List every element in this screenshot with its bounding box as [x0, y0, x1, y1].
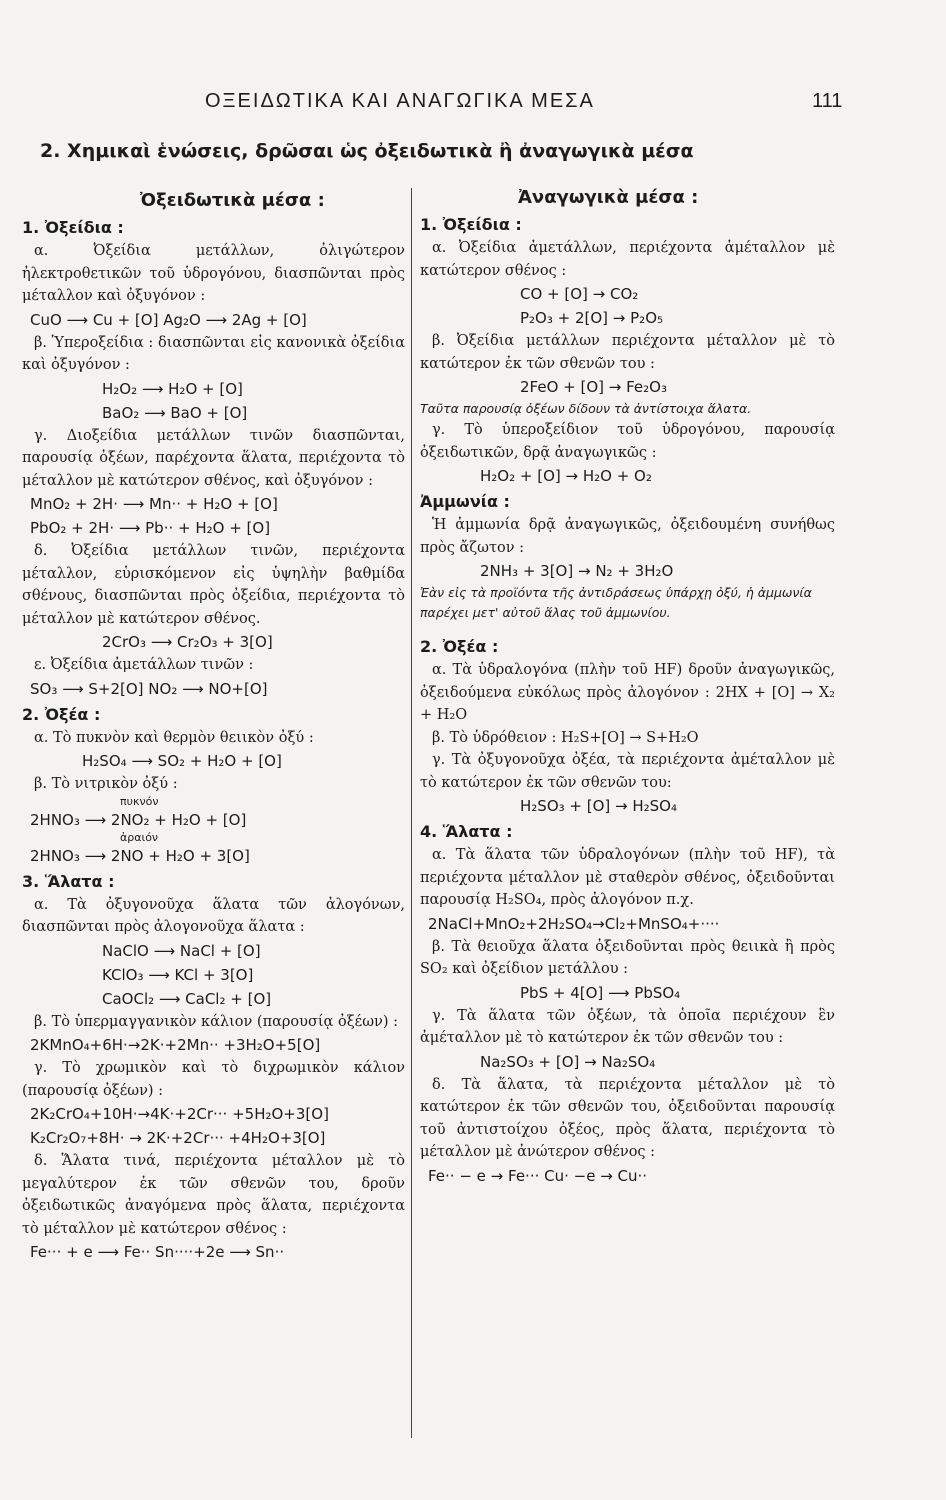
subsection-heading: 3. Ἅλατα :	[22, 871, 115, 891]
chemical-equation: H₂SO₄ ⟶ SO₂ + H₂O + [O]	[82, 752, 282, 770]
chemical-equation: 2K₂CrO₄+10H·→4K·+2Cr··· +5H₂O+3[O]	[30, 1105, 329, 1123]
chemical-equation: Fe·· − e → Fe··· Cu· −e → Cu··	[428, 1166, 648, 1185]
chemical-equation: H₂O₂ + [O] → H₂O + O₂	[480, 467, 652, 485]
oxidizing-agents-column	[22, 188, 405, 1264]
chemical-equation: 2HNO₃ ⟶ 2NO + H₂O + 3[O]	[30, 846, 250, 865]
column-divider	[411, 188, 412, 1438]
subsection-heading: 2. Ὀξέα :	[420, 637, 499, 656]
chemical-equation: 2NaCl+MnO₂+2H₂SO₄→Cl₂+MnSO₄+····	[428, 914, 720, 933]
text-paragraph: γ. Διοξείδια μετάλλων τινῶν διασπῶνται, παρουσίᾳ ὀξέων, παρέχοντα ἅλατα, περιέχοντα τὸ μέταλλον μὲ κατώτερον σθένος, καὶ ὀξυγόνον :	[22, 427, 405, 489]
oxidizing-agents-body	[22, 216, 405, 1264]
text-paragraph: β. Τὸ νιτρικὸν ὀξύ :	[34, 776, 178, 792]
subsection-heading: 4. Ἅλατα :	[420, 822, 513, 841]
text-paragraph: α. Τὰ ὀξυγονοῦχα ἅλατα τῶν ἀλογόνων, διασπῶνται πρὸς ἀλογονοῦχα ἅλατα :	[22, 896, 405, 935]
reaction-condition: ἀραιόν	[120, 830, 159, 844]
chemical-equation: 2NH₃ + 3[O] → N₂ + 3H₂O	[480, 562, 674, 580]
oxidizing-agents-title: Ὀξειδωτικὰ μέσα :	[140, 190, 325, 211]
text-paragraph: β. Τὸ ὑπερμαγγανικὸν κάλιον (παρουσίᾳ ὀξέων) :	[34, 1013, 398, 1030]
chemical-equation: SO₃ ⟶ S+2[O] NO₂ ⟶ NO+[O]	[30, 679, 268, 698]
chemical-equation: 2FeO + [O] → Fe₂O₃	[520, 378, 667, 396]
subsection-heading: 2. Ὀξέα :	[22, 704, 101, 724]
text-paragraph: γ. Τὰ ὀξυγονοῦχα ὀξέα, τὰ περιέχοντα ἀμέταλλον μὲ τὸ κατώτερον ἐκ τῶν σθενῶν του:	[420, 752, 835, 791]
section-title: 2. Χημικαὶ ἑνώσεις, δρῶσαι ὡς ὀξειδωτικὰ ἢ ἀναγωγικὰ μέσα	[40, 140, 694, 162]
text-paragraph: α. Τὸ πυκνὸν καὶ θερμὸν θειικὸν ὀξύ :	[34, 729, 314, 746]
chemical-equation: 2HNO₃ ⟶ 2NO₂ + H₂O + [O]	[30, 810, 247, 829]
chemical-equation: H₂SO₃ + [O] → H₂SO₄	[520, 797, 677, 815]
chemical-equation: K₂Cr₂O₇+8H· → 2K·+2Cr··· +4H₂O+3[O]	[30, 1129, 326, 1147]
reducing-agents-column	[420, 185, 835, 1188]
chemical-equation: P₂O₃ + 2[O] → P₂O₅	[520, 309, 664, 327]
page-header	[0, 90, 946, 120]
text-paragraph: γ. Τὰ ἅλατα τῶν ὀξέων, τὰ ὁποῖα περιέχουν ἓν ἀμέταλλον μὲ τὸ κατώτερον ἐκ τῶν σθενῶν του :	[420, 1007, 835, 1046]
subsection-heading: 1. Ὀξείδια :	[420, 215, 522, 234]
chemical-equation: MnO₂ + 2H· ⟶ Mn·· + H₂O + [O]	[30, 495, 278, 513]
reducing-agents-title: Ἀναγωγικὰ μέσα :	[518, 187, 699, 208]
text-paragraph: Ἡ ἀμμωνία δρᾷ ἀναγωγικῶς, ὀξειδουμένη συνήθως πρὸς ἄζωτον :	[420, 517, 835, 556]
text-paragraph: δ. Ὀξείδια μετάλλων τινῶν, περιέχοντα μέταλλον, εὑρισκόμενον εἰς ὑψηλὴν βαθμίδα σθένους, διασπῶνται πρὸς ὀξείδια, περιέχοντα τὸ μέταλλον μὲ κατώτερον σθένος.	[22, 543, 405, 627]
text-paragraph: β. Τὰ θειοῦχα ἅλατα ὀξειδοῦνται πρὸς θειικὰ ἢ πρὸς SO₂ καὶ ὀξείδιον μετάλλου :	[420, 938, 835, 977]
subsection-heading: 1. Ὀξείδια :	[22, 218, 124, 237]
text-paragraph: α. Τὰ ὑδραλογόνα (πλὴν τοῦ HF) δροῦν ἀναγωγικῶς, ὀξειδούμενα εὐκόλως πρὸς ἀλογόνον : 2HX + [O] → X₂ + H₂O	[420, 662, 835, 723]
chemical-equation: CuO ⟶ Cu + [O] Ag₂O ⟶ 2Ag + [O]	[30, 310, 307, 329]
chemical-equation: CO + [O] → CO₂	[520, 285, 639, 303]
text-paragraph: δ. Ἅλατα τινά, περιέχοντα μέταλλον μὲ τὸ μεγαλύτερον ἐκ τῶν σθενῶν του, δροῦν ὀξειδωτικῶς ἀναγόμενα πρὸς ἅλατα, περιέχοντα τὸ μέταλλον μὲ κατώτερον σθένος :	[22, 1153, 405, 1237]
subsection-heading: Ἀμμωνία :	[420, 492, 510, 511]
chemical-equation: KClO₃ ⟶ KCl + 3[O]	[102, 965, 254, 984]
text-paragraph: δ. Τὰ ἅλατα, τὰ περιέχοντα μέταλλον μὲ τὸ κατώτερον ἐκ τῶν σθενῶν του, ὀξειδοῦνται παρουσίᾳ τοῦ ἀντιστοίχου ὀξέος, πρὸς ἅλατα, περιέχοντα τὸ μέταλλον μὲ ἀνώτερον σθένος :	[420, 1076, 835, 1160]
text-paragraph: α. Ὀξείδια ἀμετάλλων, περιέχοντα ἀμέταλλον μὲ κατώτερον σθένος :	[420, 240, 835, 279]
reducing-agents-body	[420, 213, 835, 1188]
footnote-text: Ἐὰν εἰς τὰ προϊόντα τῆς ἀντιδράσεως ὑπάρχῃ ὀξύ, ἡ ἀμμωνία παρέχει μετ' αὐτοῦ ἅλας τοῦ ἀμμωνίου.	[420, 585, 812, 620]
text-paragraph: ε. Ὀξείδια ἀμετάλλων τινῶν :	[34, 657, 254, 673]
chemical-equation: H₂O₂ ⟶ H₂O + [O]	[102, 379, 243, 398]
text-paragraph: β. Τὸ ὑδρόθειον : H₂S+[O] → S+H₂O	[432, 729, 699, 746]
chemical-equation: NaClO ⟶ NaCl + [O]	[102, 941, 261, 960]
chemical-equation: Na₂SO₃ + [O] → Na₂SO₄	[480, 1052, 656, 1071]
reaction-condition: πυκνόν	[120, 794, 159, 808]
text-paragraph: γ. Τὸ ὑπεροξείδιον τοῦ ὑδρογόνου, παρουσίᾳ ὀξειδωτικῶν, δρᾷ ἀναγωγικῶς :	[420, 422, 835, 461]
text-paragraph: β. Ὀξείδια μετάλλων περιέχοντα μέταλλον μὲ τὸ κατώτερον ἐκ τῶν σθενῶν του :	[420, 333, 835, 372]
chemical-equation: BaO₂ ⟶ BaO + [O]	[102, 403, 248, 422]
running-title: ΟΞΕΙΔΩΤΙΚΑ ΚΑΙ ΑΝΑΓΩΓΙΚΑ ΜΕΣΑ	[205, 90, 595, 112]
footnote-text: Ταῦτα παρουσίᾳ ὀξέων δίδουν τὰ ἀντίστοιχα ἅλατα.	[420, 401, 752, 416]
page-number: 111	[812, 90, 843, 112]
text-paragraph: β. Ὑπεροξείδια : διασπῶνται εἰς κανονικὰ ὀξείδια καὶ ὀξυγόνον :	[22, 334, 405, 373]
chemical-equation: Fe··· + e ⟶ Fe·· Sn····+2e ⟶ Sn··	[30, 1243, 285, 1261]
chemical-equation: 2CrO₃ ⟶ Cr₂O₃ + 3[O]	[102, 633, 273, 651]
chemical-equation: PbS + 4[O] ⟶ PbSO₄	[520, 983, 681, 1002]
chemical-equation: 2KMnO₄+6H·→2K·+2Mn·· +3H₂O+5[O]	[30, 1036, 321, 1054]
text-paragraph: α. Ὀξείδια μετάλλων, ὀλιγώτερον ἠλεκτροθετικῶν τοῦ ὑδρογόνου, διασπῶνται πρὸς μέταλλον καὶ ὀξυγόνον :	[22, 243, 405, 304]
chemical-equation: CaOCl₂ ⟶ CaCl₂ + [O]	[102, 989, 272, 1008]
text-paragraph: α. Τὰ ἅλατα τῶν ὑδραλογόνων (πλὴν τοῦ HF), τὰ περιέχοντα μέταλλον μὲ σταθερὸν σθένος, ὀξειδοῦνται παρουσίᾳ H₂SO₄, πρὸς ἀλογόνον π.χ.	[420, 847, 835, 908]
chemical-equation: PbO₂ + 2H· ⟶ Pb·· + H₂O + [O]	[30, 519, 271, 537]
text-paragraph: γ. Τὸ χρωμικὸν καὶ τὸ διχρωμικὸν κάλιον (παρουσίᾳ ὀξέων) :	[22, 1060, 405, 1099]
